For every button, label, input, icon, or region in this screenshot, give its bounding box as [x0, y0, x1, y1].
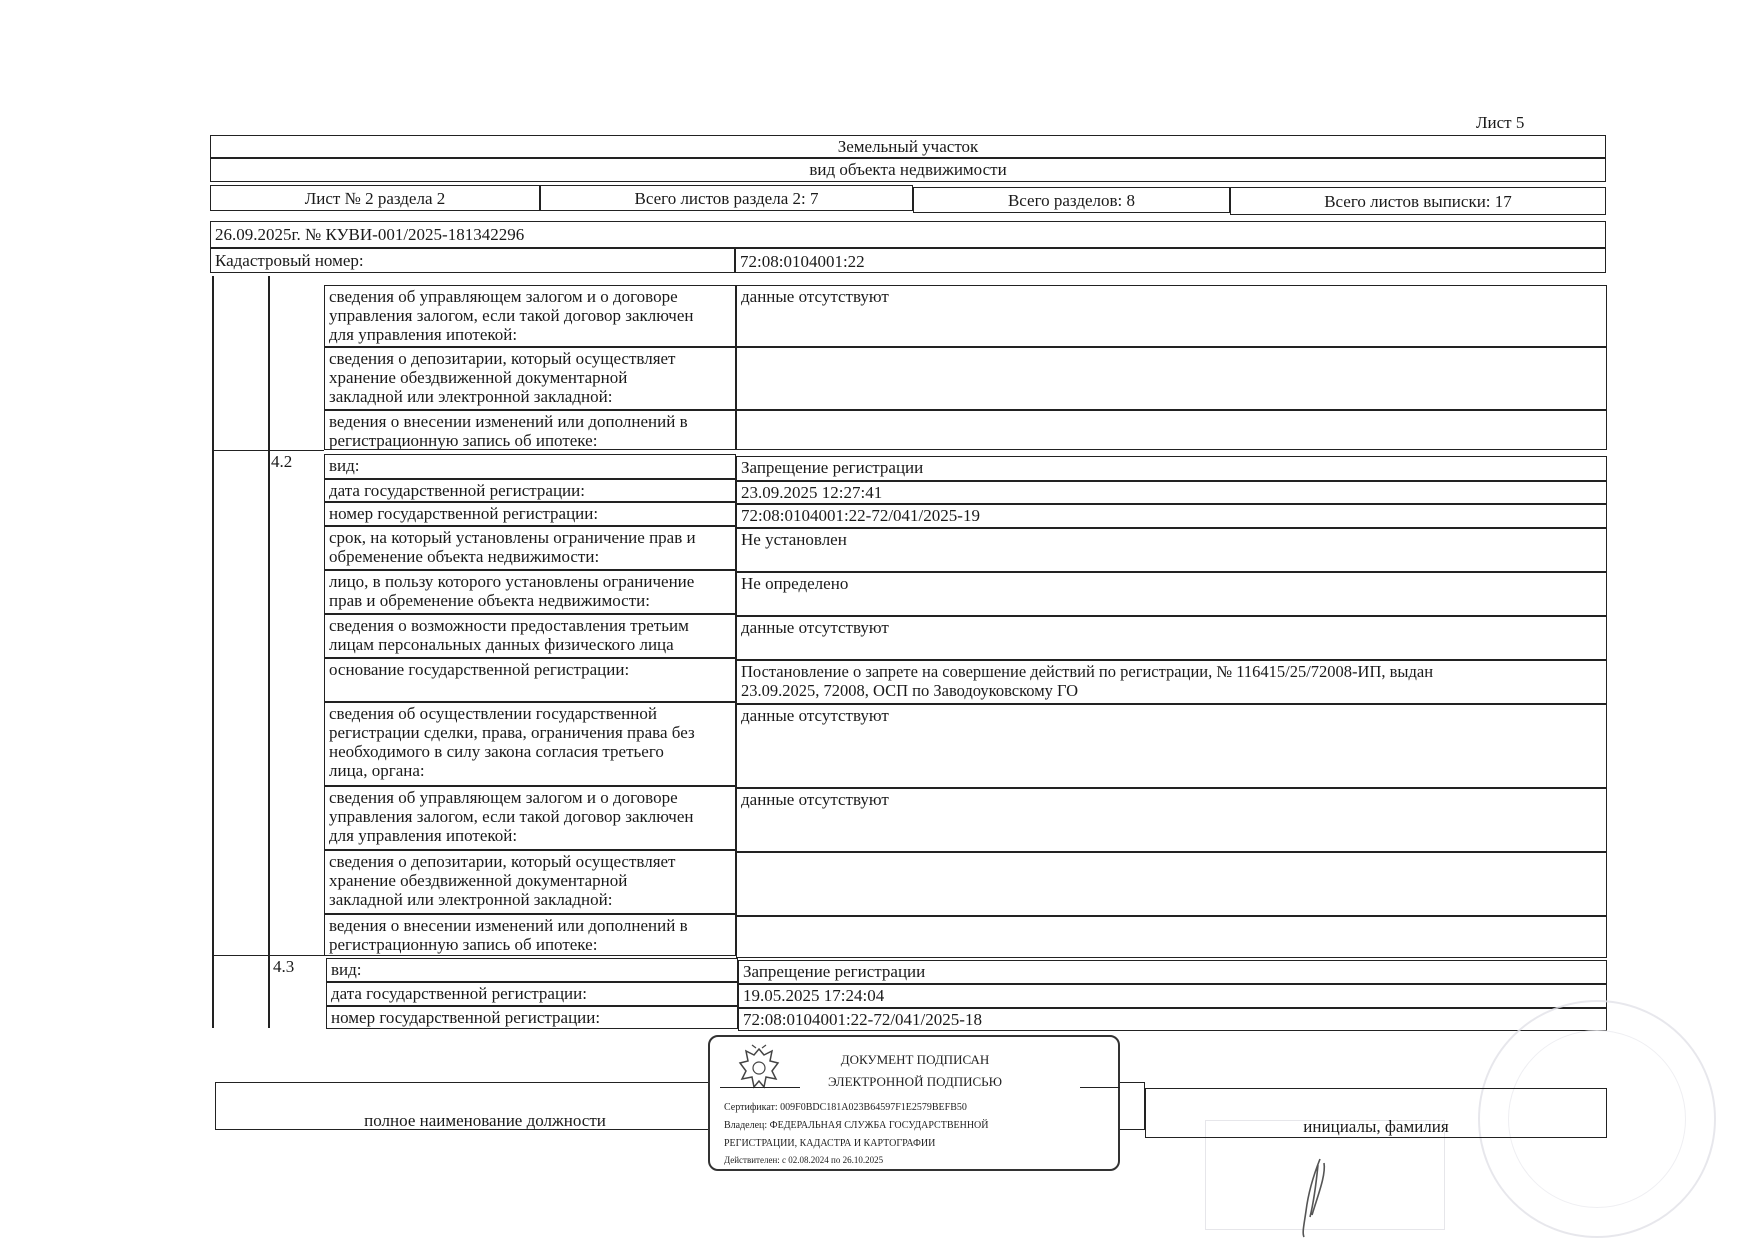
row-label: сведения о депозитарии, который осуществляет хранение обездвиженной документарной закладной или электронной закладной: — [324, 347, 736, 410]
electronic-signature-stamp — [708, 1035, 1120, 1171]
row-label: лицо, в пользу которого установлены ограничение прав и обременение объекта недвижимости: — [324, 570, 736, 614]
row-value: Не определено — [736, 572, 1607, 616]
row-value: Не установлен — [736, 528, 1607, 572]
stamp-line-2: ЭЛЕКТРОННОЙ ПОДПИСЬЮ — [828, 1074, 1002, 1089]
stamp-line-1: ДОКУМЕНТ ПОДПИСАН — [840, 1052, 990, 1067]
row-value — [736, 347, 1607, 410]
row-label: основание государственной регистрации: — [324, 658, 736, 702]
sheet-label: Лист 5 — [1476, 113, 1525, 132]
row-label: номер государственной регистрации: — [324, 502, 736, 526]
row-label: номер государственной регистрации: — [326, 1006, 738, 1029]
row-label: вид: — [326, 958, 738, 982]
handwritten-signature — [1290, 1155, 1340, 1240]
row-value: данные отсутствуют — [736, 285, 1607, 347]
row-value: данные отсутствуют — [736, 788, 1607, 852]
row-value: 23.09.2025 12:27:41 — [736, 481, 1607, 504]
row-value — [736, 916, 1607, 958]
row-value: данные отсутствуют — [736, 704, 1607, 788]
stamp-owner-1: Владелец: ФЕДЕРАЛЬНАЯ СЛУЖБА ГОСУДАРСТВЕННОЙ — [724, 1120, 989, 1131]
col-line-number — [268, 276, 270, 1028]
row-label: сведения о возможности предоставления третьим лицам персональных данных физического лица — [324, 614, 736, 658]
row-label: срок, на который установлены ограничение прав и обременение объекта недвижимости: — [324, 526, 736, 570]
cadastral-value: 72:08:0104001:22 — [735, 248, 1606, 273]
separator-4-2 — [212, 450, 324, 451]
row-label: сведения об осуществлении государственной регистрации сделки, права, ограничения права без необходимого в силу закона согласия третьего лица, органа: — [324, 702, 736, 786]
row-label: сведения о депозитарии, который осуществляет хранение обездвиженной документарной закладной или электронной закладной: — [324, 850, 736, 914]
col-line-outer — [212, 276, 214, 1028]
row-label: ведения о внесении изменений или дополнений в регистрационную запись об ипотеке: — [324, 410, 736, 450]
stamp-owner-2: РЕГИСТРАЦИИ, КАДАСТРА И КАРТОГРАФИИ — [724, 1138, 936, 1149]
initials-caption: инициалы, фамилия — [1303, 1117, 1449, 1136]
row-label: вид: — [324, 454, 736, 479]
entry-number-4-2: 4.2 — [271, 452, 293, 471]
row-value: Постановление о запрете на совершение действий по регистрации, № 116415/25/72008-ИП, выдан 23.09.2025, 72008, ОСП по Заводоуковскому ГО — [736, 660, 1607, 704]
total-sections: Всего разделов: 8 — [913, 187, 1230, 213]
stamp-valid: Действителен: с 02.08.2024 по 26.10.2025 — [724, 1155, 884, 1165]
stamp-certificate: Сертификат: 009F0BDC181A023B64597F1E2579BEFB50 — [724, 1102, 967, 1113]
row-value: 72:08:0104001:22-72/041/2025-19 — [736, 504, 1607, 528]
row-value — [736, 852, 1607, 916]
row-value: данные отсутствуют — [736, 616, 1607, 660]
row-label: сведения об управляющем залогом и о договоре управления залогом, если такой договор заключен для управления ипотекой: — [324, 786, 736, 850]
row-value: Запрещение регистрации — [738, 960, 1607, 984]
total-sheets-section: Всего листов раздела 2: 7 — [540, 185, 913, 211]
cadastral-label: Кадастровый номер: — [210, 248, 735, 273]
object-type-caption: вид объекта недвижимости — [210, 158, 1606, 182]
entry-number-4-3: 4.3 — [273, 957, 295, 976]
object-type: Земельный участок — [210, 135, 1606, 158]
row-label: дата государственной регистрации: — [326, 982, 738, 1006]
total-sheets-extract: Всего листов выписки: 17 — [1230, 187, 1606, 215]
row-value: 72:08:0104001:22-72/041/2025-18 — [738, 1008, 1607, 1031]
row-label: сведения об управляющем залогом и о договоре управления залогом, если такой договор заключен для управления ипотекой: — [324, 285, 736, 347]
row-label: дата государственной регистрации: — [324, 479, 736, 502]
position-caption: полное наименование должности — [364, 1111, 606, 1130]
row-value: Запрещение регистрации — [736, 456, 1607, 481]
row-value: 19.05.2025 17:24:04 — [738, 984, 1607, 1008]
sheet-of-section: Лист № 2 раздела 2 — [210, 185, 540, 211]
date-number: 26.09.2025г. № КУВИ-001/2025-181342296 — [210, 221, 1606, 248]
separator-4-3 — [212, 955, 324, 956]
row-label: ведения о внесении изменений или дополнений в регистрационную запись об ипотеке: — [324, 914, 736, 956]
row-value — [736, 410, 1607, 450]
